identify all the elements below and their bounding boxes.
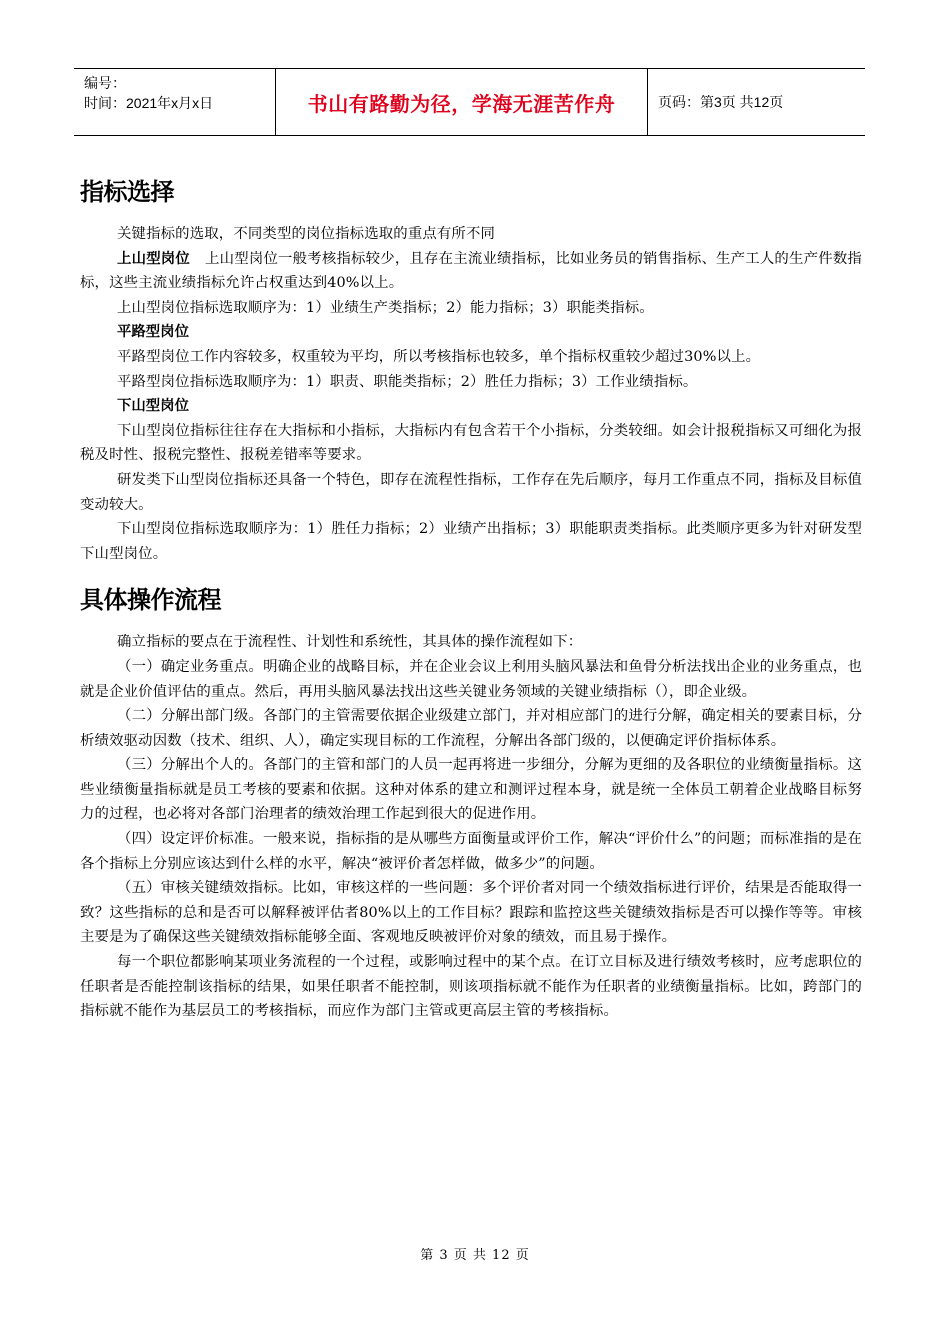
paragraph-step-2: （二）分解出部门级。各部门的主管需要依据企业级建立部门，并对相应部门的进行分解，确定相关的要素目标，分析绩效驱动因数（技术、组织、人），确定实现目标的工作流程，分解出各部门级的，以便确定评价指标体系。 xyxy=(80,708,862,749)
paragraph-intro: 关键指标的选取，不同类型的岗位指标选取的重点有所不同 xyxy=(117,226,496,242)
paragraph-step-1: （一）确定业务重点。明确企业的战略目标，并在企业会议上利用头脑风暴法和鱼骨分析法找出企业的业务重点，也就是企业价值评估的重点。然后，再用头脑风暴法找出这些关键业务领域的关键业绩指标（），即企业级。 xyxy=(80,658,862,700)
document-number-label: 编号： xyxy=(84,75,126,91)
page-footer: 第 3 页 共 12 页 xyxy=(420,1248,530,1263)
paragraph-process-intro: 确立指标的要点在于流程性、计划性和系统性，其具体的操作流程如下： xyxy=(117,634,583,651)
page-header xyxy=(74,68,865,136)
paragraph-step-5: （五）审核关键绩效指标。比如，审核这样的一些问题：多个评价者对同一个绩效指标进行评价，结果是否能取得一致？这些指标的总和是否可以解释被评估者80%以上的工作目标？跟踪和监控这些关键绩效指标是否可以操作等等。审核主要是为了确保这些关键绩效指标能够全面、客观地反映被评价对象的绩效，而且易于操作。 xyxy=(80,880,862,946)
flat-label: 平路型岗位 xyxy=(117,324,189,341)
paragraph-uphill-order: 上山型岗位指标选取顺序为：1）业绩生产类指标；2）能力指标；3）职能类指标。 xyxy=(117,299,654,316)
document-date: 时间：2021年x月x日 xyxy=(84,95,214,111)
paragraph-uphill xyxy=(80,247,862,296)
section-title-indicator-selection: 指标选择 xyxy=(80,178,174,206)
paragraph-rd: 研发类下山型岗位指标还具备一个特色，即存在流程性指标，工作存在先后顺序，每月工作重点不同，指标及目标值变动较大。 xyxy=(80,471,862,513)
paragraph-closing: 每一个职位都影响某项业务流程的一个过程，或影响过程中的某个点。在订立目标及进行绩效考核时，应考虑职位的任职者是否能控制该指标的结果，如果任职者不能控制，则该项指标就不能作为任职者的业绩衡量指标。比如，跨部门的指标就不能作为基层员工的考核指标，而应作为部门主管或更高层主管的考核指标。 xyxy=(80,954,862,1020)
header-page-info: 页码：第3页 共12页 xyxy=(658,94,784,110)
document-body xyxy=(80,168,862,1024)
header-slogan: 书山有路勤为径，学海无涯苦作舟 xyxy=(276,69,648,135)
paragraph-flat-order: 平路型岗位指标选取顺序为：1）职责、职能类指标；2）胜任力指标；3）工作业绩指标。 xyxy=(117,373,698,390)
uphill-label: 上山型岗位 xyxy=(117,250,190,267)
uphill-text: 上山型岗位一般考核指标较少，且存在主流业绩指标，比如业务员的销售指标、生产工人的生产件数指标，这些主流业绩指标允许占权重达到40%以上。 xyxy=(80,250,862,292)
paragraph-step-4: （四）设定评价标准。一般来说，指标指的是从哪些方面衡量或评价工作，解决“评价什么”的问题；而标准指的是在各个指标上分别应该达到什么样的水平，解决“被评价者怎样做，做多少”的问题。 xyxy=(80,831,862,872)
section-title-operation-process: 具体操作流程 xyxy=(80,586,221,615)
downhill-label: 下山型岗位 xyxy=(117,398,189,415)
paragraph-step-3: （三）分解出个人的。各部门的主管和部门的人员一起再将进一步细分，分解为更细的及各职位的业绩衡量指标。这些业绩衡量指标就是员工考核的要素和依据。这种对体系的建立和测评过程本身，就是统一全体员工朝着企业战略目标努力的过程，也必将对各部门治理者的绩效治理工作起到很大的促进作用。 xyxy=(80,757,862,823)
paragraph-downhill-order: 下山型岗位指标选取顺序为：1）胜任力指标；2）业绩产出指标；3）职能职责类指标。此类顺序更多为针对研发型下山型岗位。 xyxy=(80,521,862,562)
paragraph-flat: 平路型岗位工作内容较多，权重较为平均，所以考核指标也较多，单个指标权重较少超过30%以上。 xyxy=(117,348,761,365)
paragraph-downhill: 下山型岗位指标往往存在大指标和小指标，大指标内有包含若干个小指标，分类较细。如会计报税指标又可细化为报税及时性、报税完整性、报税差错率等要求。 xyxy=(80,422,862,464)
header-meta xyxy=(74,69,276,135)
